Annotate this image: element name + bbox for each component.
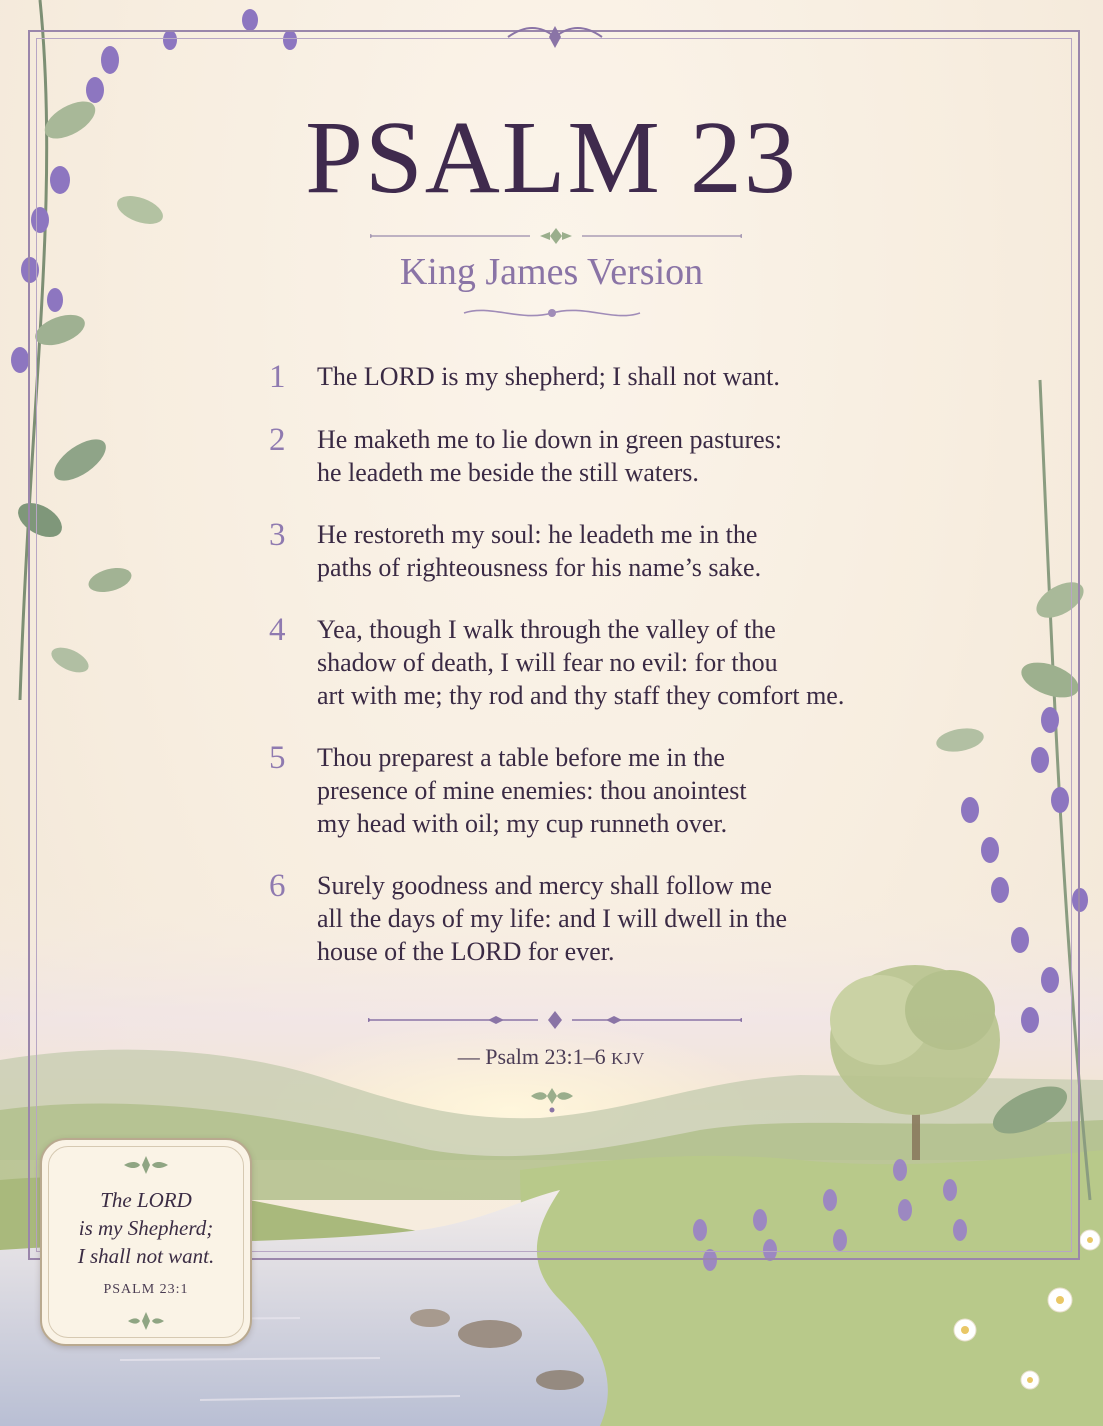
page-title: PSALM 23 — [305, 100, 798, 215]
verse-6 — [265, 869, 905, 968]
verse-number: 4 — [269, 612, 286, 648]
verse-number: 6 — [269, 868, 286, 904]
verse-text: Thou preparest a table before me in the presence of mine enemies: thou anointest my head with oil; my cup runneth over. — [317, 743, 747, 838]
card-bottom-ornament — [126, 1310, 166, 1332]
verse-text: The LORD is my shepherd; I shall not want. — [317, 362, 780, 391]
page-subtitle: King James Version — [399, 251, 704, 293]
verse-text: He maketh me to lie down in green pastures: he leadeth me beside the still waters. — [317, 425, 782, 487]
verse-text: He restoreth my soul: he leadeth me in the paths of righteousness for his name’s sake. — [317, 520, 762, 582]
card-quote: The LORD is my Shepherd; I shall not want. — [77, 1188, 215, 1268]
card-top-ornament — [122, 1154, 170, 1176]
citation — [0, 1043, 1103, 1073]
leaf-ornament — [527, 1086, 577, 1114]
quote-card — [40, 1138, 252, 1346]
verse-2 — [265, 423, 905, 489]
subtitle-flourish — [460, 302, 644, 324]
verse-number: 1 — [269, 359, 286, 395]
verse-list — [265, 360, 905, 997]
citation-version: KJV — [611, 1049, 646, 1068]
verse-text: Yea, though I walk through the valley of the shadow of death, I will fear no evil: for thou art with me; thy rod and thy staff they comfort me. — [317, 615, 845, 710]
verse-number: 5 — [269, 740, 286, 776]
top-ornament — [500, 20, 610, 54]
citation-ref: — Psalm 23:1–6 — [457, 1044, 606, 1069]
citation-divider — [368, 1008, 742, 1032]
verse-1 — [265, 360, 905, 394]
verse-4 — [265, 613, 905, 712]
card-reference: PSALM 23:1 — [103, 1282, 189, 1297]
verse-number: 2 — [269, 422, 286, 458]
verse-text: Surely goodness and mercy shall follow me all the days of my life: and I will dwell in the house of the LORD for ever. — [317, 871, 788, 966]
verse-5 — [265, 741, 905, 840]
verse-number: 3 — [269, 517, 286, 553]
title-divider — [370, 226, 742, 246]
verse-3 — [265, 518, 905, 584]
